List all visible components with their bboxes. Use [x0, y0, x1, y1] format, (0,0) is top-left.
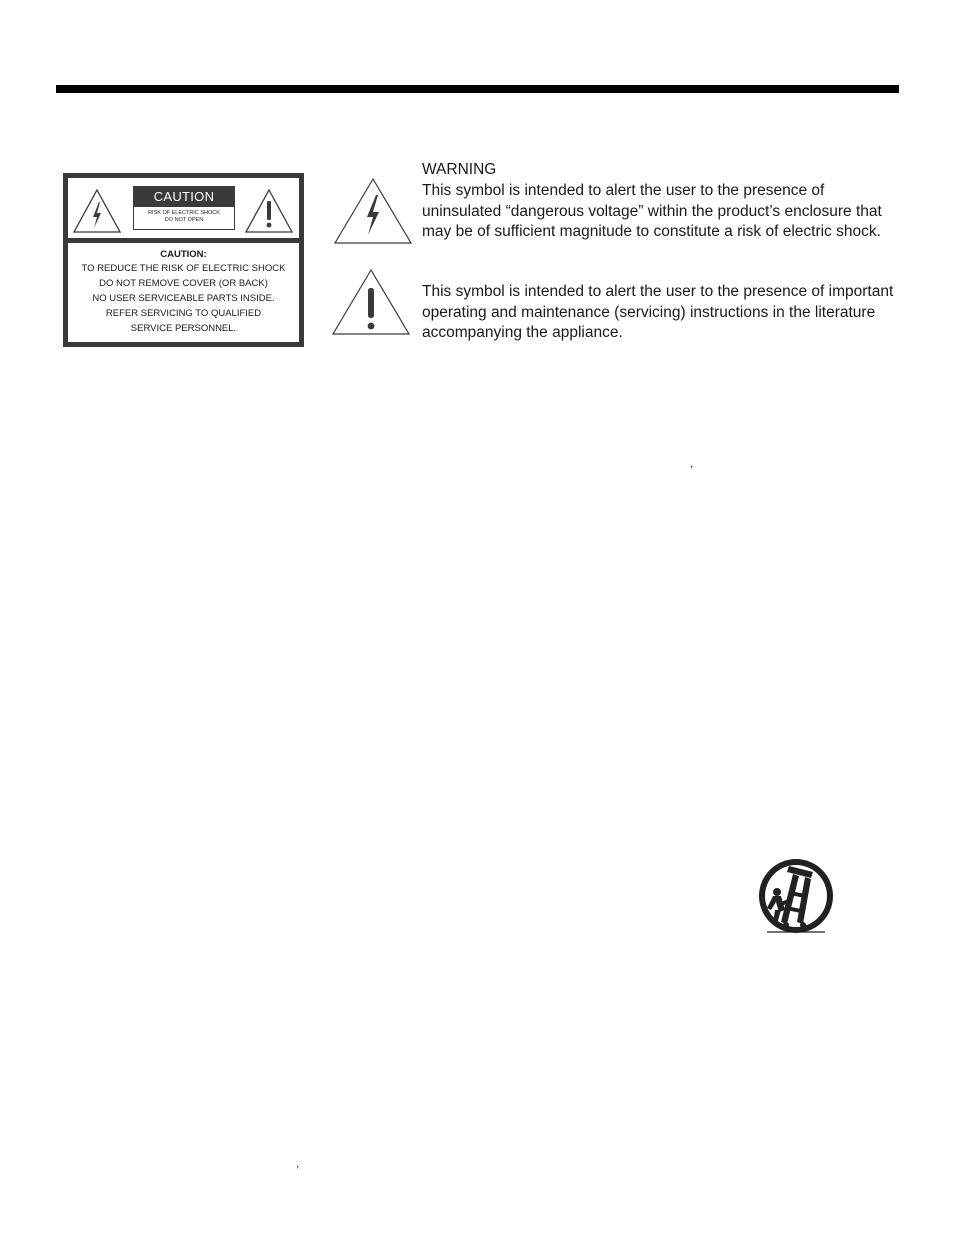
caution-line: TO REDUCE THE RISK OF ELECTRIC SHOCK [81, 263, 286, 274]
cart-tip-over-warning-icon [753, 858, 839, 938]
caution-badge-line-2: DO NOT OPEN [164, 217, 204, 223]
caution-line: NO USER SERVICEABLE PARTS INSIDE. [92, 293, 275, 304]
caution-title: CAUTION: [160, 249, 207, 260]
caution-label [63, 173, 304, 347]
warning-instructions-text: This symbol is intended to alert the user to the presence of important operating and maintenance (servicing) instructions in the literature accompanying the appliance. [422, 283, 894, 341]
caution-badge [133, 186, 235, 230]
caution-line: SERVICE PERSONNEL. [130, 323, 237, 334]
lightning-triangle-icon [333, 177, 413, 245]
warning-heading: WARNING [422, 161, 497, 178]
caution-badge-line-1: RISK OF ELECTRIC SHOCK [148, 210, 220, 216]
top-rule [56, 85, 899, 93]
stray-comma: , [690, 456, 694, 470]
stray-comma: , [296, 1156, 300, 1170]
caution-label-bottom-panel [68, 243, 299, 342]
caution-line: DO NOT REMOVE COVER (OR BACK) [99, 278, 268, 289]
lightning-triangle-icon [72, 188, 122, 234]
caution-badge-title: CAUTION [134, 187, 234, 207]
caution-line: REFER SERVICING TO QUALIFIED [105, 308, 262, 319]
caution-label-top-panel [68, 178, 299, 238]
warning-voltage-text: This symbol is intended to alert the user to the presence of uninsulated “dangerous voltage” within the product’s enclosure that may be of sufficient magnitude to constitute a risk of electric shock. [422, 182, 882, 240]
exclamation-triangle-icon [331, 268, 411, 336]
exclamation-triangle-icon [244, 188, 294, 234]
